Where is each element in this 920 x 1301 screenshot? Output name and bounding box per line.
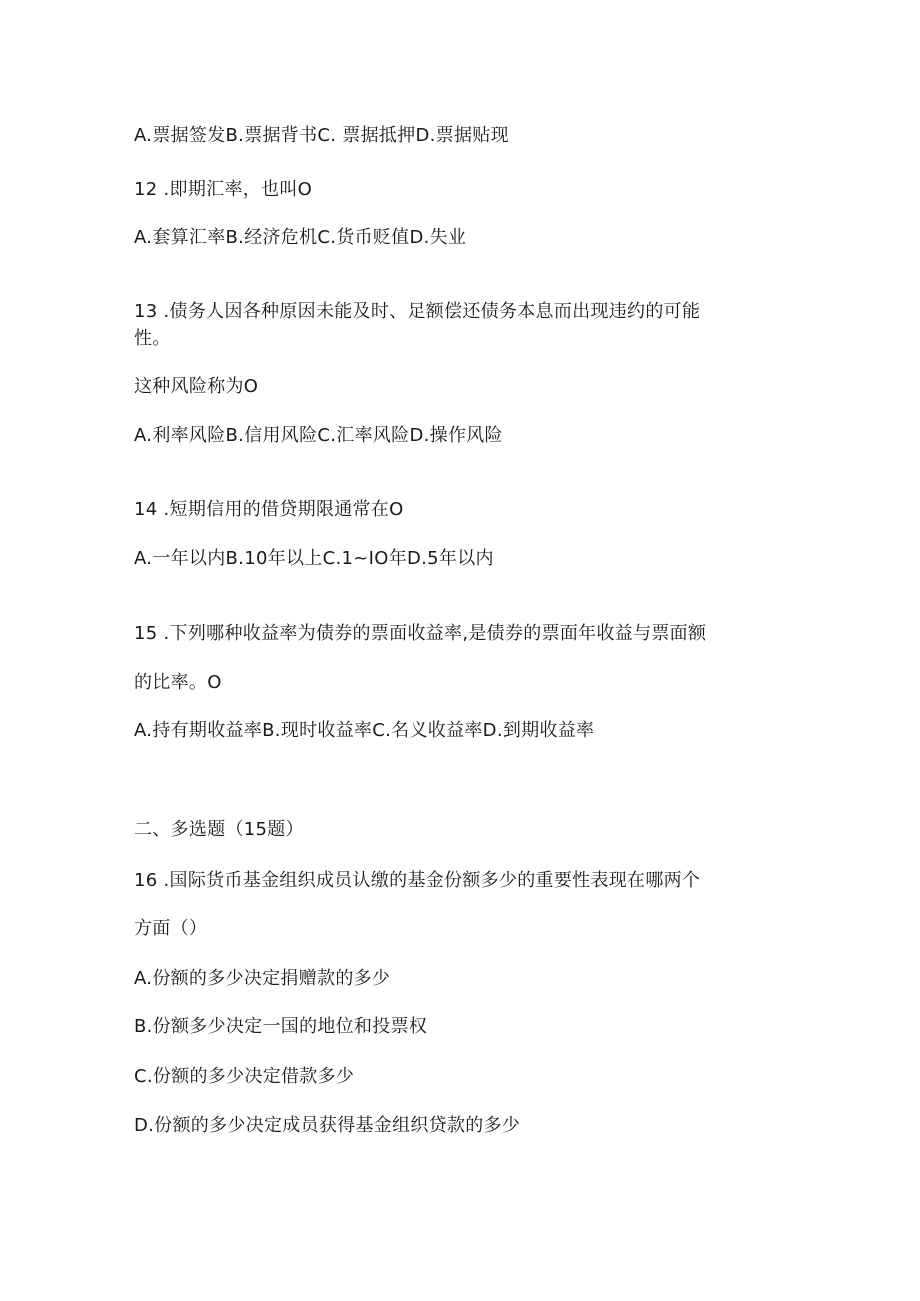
q13-stem-line2: 性。 [134, 328, 171, 349]
q16-option-d: D.份额的多少决定成员获得基金组织贷款的多少 [134, 1115, 521, 1136]
q13-stem-line3: 这种风险称为O [134, 376, 259, 397]
q16-option-a: A.份额的多少决定捐赠款的多少 [134, 968, 391, 989]
q15-stem-line2: 的比率。O [134, 672, 222, 693]
q16-stem-line2: 方面（） [134, 918, 208, 939]
q16-option-c: C.份额的多少决定借款多少 [134, 1066, 355, 1087]
q15-stem-line1: 15 .下列哪种收益率为债券的票面收益率,是债券的票面年收益与票面额 [134, 623, 707, 644]
q13-options: A.利率风险B.信用风险C.汇率风险D.操作风险 [134, 425, 503, 446]
q16-stem-line1: 16 .国际货币基金组织成员认缴的基金份额多少的重要性表现在哪两个 [134, 870, 701, 891]
q12-options: A.套算汇率B.经济危机C.货币贬值D.失业 [134, 227, 467, 248]
q11-options: A.票据签发B.票据背书C. 票据抵押D.票据贴现 [134, 125, 509, 146]
q13-stem-line1: 13 .债务人因各种原因未能及时、足额偿还债务本息而出现违约的可能 [134, 301, 701, 322]
q12-stem: 12 .即期汇率，也叫O [134, 179, 313, 200]
q14-stem: 14 .短期信用的借贷期限通常在O [134, 499, 404, 520]
section-heading: 二、多选题（15题） [134, 819, 304, 840]
q16-option-b: B.份额多少决定一国的地位和投票权 [134, 1016, 428, 1037]
q14-options: A.一年以内B.10年以上C.1~IO年D.5年以内 [134, 548, 494, 569]
q15-options: A.持有期收益率B.现时收益率C.名义收益率D.到期收益率 [134, 720, 595, 741]
